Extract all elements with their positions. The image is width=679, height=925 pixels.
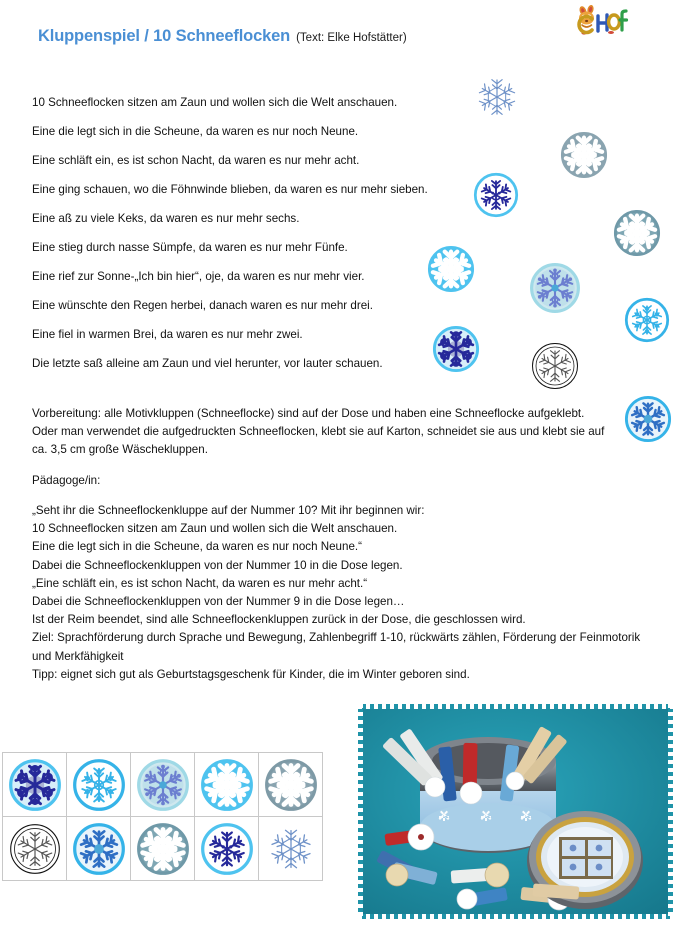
page-subtitle: (Text: Elke Hofstätter) xyxy=(296,32,407,44)
snowflake-dotted-blue-circle xyxy=(67,753,131,817)
snowflake-line-art-blue xyxy=(259,817,323,881)
scatter-flake-white-grey xyxy=(560,131,608,184)
photo-content xyxy=(363,709,668,914)
pedagogue-line: Dabei die Schneeflockenkluppen von der Nummer 9 in die Dose legen… xyxy=(32,595,405,609)
snowflake-white-on-teal xyxy=(131,817,195,881)
verse-line: 10 Schneeflocken sitzen am Zaun und wollen sich die Welt anschauen. xyxy=(32,96,398,109)
snowflake-navy-on-lightblue xyxy=(3,753,67,817)
scatter-flake-speckled xyxy=(624,395,672,448)
verse-line: Eine schläft ein, es ist schon Nacht, da waren es nur mehr acht. xyxy=(32,154,360,167)
snowflake-outline-black xyxy=(3,817,67,881)
scatter-flake-teal-cut xyxy=(613,209,661,262)
verse-line: Die letzte saß alleine am Zaun und viel herunter, vor lauter schauen. xyxy=(32,357,383,370)
page-header xyxy=(0,0,679,62)
verse-line: Eine aß zu viele Keks, da waren es nur mehr sechs. xyxy=(32,212,300,225)
scatter-flake-smiley xyxy=(473,172,519,223)
scatter-flake-cyan-cut xyxy=(427,245,475,298)
snowflake-mandala-violet xyxy=(131,753,195,817)
verse-line: Eine stieg durch nasse Sümpfe, da waren es nur mehr Fünfe. xyxy=(32,241,348,254)
verse-line: Eine ging schauen, wo die Föhnwinde blieben, da waren es nur mehr sieben. xyxy=(32,183,428,196)
pedagogue-block xyxy=(32,502,642,684)
verse-line: Eine die legt sich in die Scheune, da waren es nur noch Neune. xyxy=(32,125,359,138)
verse-line: Eine wünschte den Regen herbei, danach waren es nur mehr drei. xyxy=(32,299,373,312)
scatter-flake-navy-cluster xyxy=(432,325,480,378)
scatter-flake-line-art xyxy=(472,72,522,127)
scatter-flake-mandala xyxy=(529,262,581,319)
snowflake-smiley-face xyxy=(195,817,259,881)
scatter-flake-outline-mono xyxy=(530,341,580,396)
preparation-block xyxy=(32,405,612,459)
pedagogue-heading: Pädagoge/in: xyxy=(32,474,101,487)
pedagogue-line: Eine die legt sich in die Scheune, da waren es nur noch Neune.“ xyxy=(32,540,362,554)
photo-clothespin-snowflake-tin xyxy=(358,704,673,919)
verse-line: Eine rief zur Sonne-„Ich bin hier“, oje, da waren es nur mehr vier. xyxy=(32,270,365,283)
snowflake-white-on-grey xyxy=(259,753,323,817)
scatter-flake-dotted-ring xyxy=(624,297,670,348)
page-title: Kluppenspiel / 10 Schneeflocken xyxy=(38,27,291,45)
pedagogue-line: Ist der Reim beendet, sind alle Schneeflockenkluppen zurück in der Dose, die geschlossen wird. xyxy=(32,613,526,627)
verse-block xyxy=(32,88,492,378)
pedagogue-line: Tipp: eignet sich gut als Geburtstagsgeschenk für Kinder, die im Winter geboren sind. xyxy=(32,667,470,681)
pedagogue-line: „Seht ihr die Schneeflockenkluppe auf der Nummer 10? Mit ihr beginnen wir: xyxy=(32,504,425,517)
snowflake-white-on-cyan xyxy=(195,753,259,817)
chof-logo xyxy=(571,2,631,42)
snowflake-sample-grid xyxy=(2,752,323,881)
snowflake-blue-speckled xyxy=(67,817,131,881)
verse-line: Eine fiel in warmen Brei, da waren es nur mehr zwei. xyxy=(32,328,303,341)
title-row xyxy=(38,27,407,46)
pedagogue-line: 10 Schneeflocken sitzen am Zaun und wollen sich die Welt anschauen. xyxy=(32,522,398,536)
pedagogue-line: Dabei die Schneeflockenkluppen von der Nummer 10 in die Dose legen. xyxy=(32,558,403,572)
pedagogue-line: Ziel: Sprachförderung durch Sprache und Bewegung, Zahlenbegriff 1-10, rückwärts zählen, Förderung der Feinmotorik und Merkfähigkeit xyxy=(32,631,641,663)
pedagogue-line: „Eine schläft ein, es ist schon Nacht, da waren es nur mehr acht.“ xyxy=(32,576,368,590)
preparation-text: Vorbereitung: alle Motivkluppen (Schneeflocke) sind auf der Dose und haben eine Schneeflocke aufgeklebt. Oder man verwendet die aufgedruckten Schneeflocken, klebt sie auf Karton, schneidet sie aus und klebt sie auf ca. 3,5 cm große Wäschekluppen. xyxy=(32,407,605,456)
